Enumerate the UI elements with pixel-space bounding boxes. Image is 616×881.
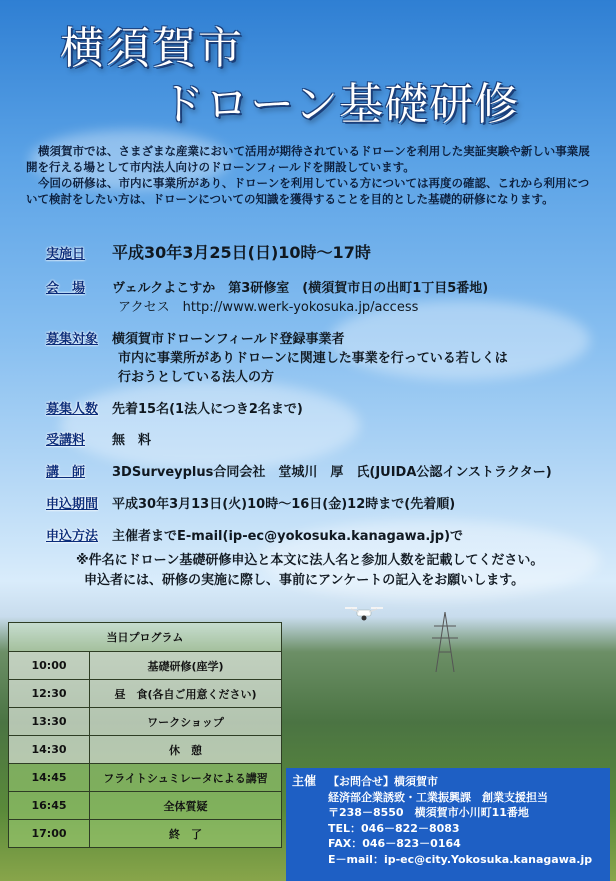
instructor-label: 講 師 — [46, 465, 86, 480]
contact-fax: FAX：046－823－0164 — [328, 837, 461, 850]
period-value: 平成30年3月13日(火)10時～16日(金)12時まで(先着順) — [112, 497, 456, 512]
intro-paragraph-2: 今回の研修は、市内に事業所があり、ドローンを利用している方については再度の確認、これから利用について検討をしたい方は、ドローンについての知識を獲得することを目的とした基礎的研修になります。 — [26, 176, 590, 206]
note-1: ※件名にドローン基礎研修申込と本文に法人名と参加人数を記載してください。 — [76, 553, 544, 568]
instructor-row — [46, 463, 552, 482]
program-item: 基礎研修(座学) — [90, 652, 282, 680]
program-item: 昼 食(各自ご用意ください) — [90, 680, 282, 708]
table-row — [9, 820, 282, 848]
program-time: 10:00 — [9, 652, 90, 680]
target-label: 募集対象 — [46, 332, 99, 347]
table-row — [9, 652, 282, 680]
contact-email[interactable]: E－mail：ip-ec@city.Yokosuka.kanagawa.jp — [328, 852, 593, 866]
fee-label: 受講料 — [46, 433, 86, 448]
program-time: 14:45 — [9, 764, 90, 792]
table-row — [9, 764, 282, 792]
table-row — [9, 736, 282, 764]
capacity-value: 先着15名(1法人につき2名まで) — [112, 402, 303, 417]
program-item: 全体質疑 — [90, 792, 282, 820]
access-link[interactable]: アクセス http://www.werk-yokosuka.jp/access — [118, 300, 419, 315]
note-2: 申込者には、研修の実施に際し、事前にアンケートの記入をお願いします。 — [84, 573, 525, 588]
venue-value: ヴェルクよこすか 第3研修室 (横須賀市日の出町1丁目5番地) — [112, 281, 489, 296]
date-value: 平成30年3月25日(日)10時～17時 — [112, 243, 371, 262]
fee-row — [46, 431, 151, 450]
program-time: 14:30 — [9, 736, 90, 764]
target-row — [46, 330, 344, 349]
program-item: 休 憩 — [90, 736, 282, 764]
fee-value: 無 料 — [112, 433, 152, 448]
target-value-1: 横須賀市ドローンフィールド登録事業者 — [112, 332, 345, 347]
drone-icon — [343, 604, 385, 622]
host-label: 主催 — [292, 774, 317, 788]
intro-paragraph-1: 横須賀市では、さまざまな産業において活用が期待されているドローンを利用した実証実験や新しい事業展開を行える場として市内法人向けのドローンフィールドを開設しています。 — [26, 144, 590, 174]
date-label: 実施日 — [46, 247, 86, 262]
program-time: 13:30 — [9, 708, 90, 736]
program-table — [8, 622, 282, 848]
cloud-decoration — [60, 380, 360, 470]
title-city: 横須賀市 — [60, 23, 244, 74]
title-course: ドローン基礎研修 — [160, 79, 520, 130]
contact-line: 〒238－8550 横須賀市小川町11番地 — [328, 806, 529, 819]
program-time: 12:30 — [9, 680, 90, 708]
target-value-2: 市内に事業所がありドローンに関連した事業を行っている若しくは — [118, 351, 508, 366]
venue-row — [46, 279, 488, 298]
contact-details — [328, 774, 592, 867]
program-item: フライトシュミレータによる講習 — [90, 764, 282, 792]
table-row — [9, 792, 282, 820]
program-time: 17:00 — [9, 820, 90, 848]
period-label: 申込期間 — [46, 497, 99, 512]
intro-text — [26, 143, 596, 207]
program-time: 16:45 — [9, 792, 90, 820]
program-header: 当日プログラム — [9, 623, 282, 652]
instructor-value: 3DSurveyplus合同会社 堂城川 厚 氏(JUIDA公認インストラクター) — [112, 465, 552, 480]
method-value: 主催者までE-mail(ip-ec@yokosuka.kanagawa.jp)で — [112, 529, 464, 544]
method-row — [46, 527, 463, 546]
period-row — [46, 495, 455, 514]
table-row — [9, 708, 282, 736]
date-row — [46, 243, 371, 264]
power-tower-icon — [430, 612, 460, 672]
capacity-row — [46, 400, 303, 419]
contact-phone: TEL：046－822－8083 — [328, 821, 460, 835]
venue-label: 会 場 — [46, 281, 86, 296]
table-row — [9, 680, 282, 708]
target-value-3: 行おうとしている法人の方 — [118, 370, 275, 385]
program-item: ワークショップ — [90, 708, 282, 736]
program-item: 終 了 — [90, 820, 282, 848]
contact-line: 経済部企業誘致・工業振興課 創業支援担当 — [328, 790, 548, 804]
contact-line: 【お問合せ】横須賀市 — [328, 775, 438, 788]
capacity-label: 募集人数 — [46, 402, 99, 417]
method-label: 申込方法 — [46, 529, 99, 544]
contact-box — [286, 768, 610, 881]
